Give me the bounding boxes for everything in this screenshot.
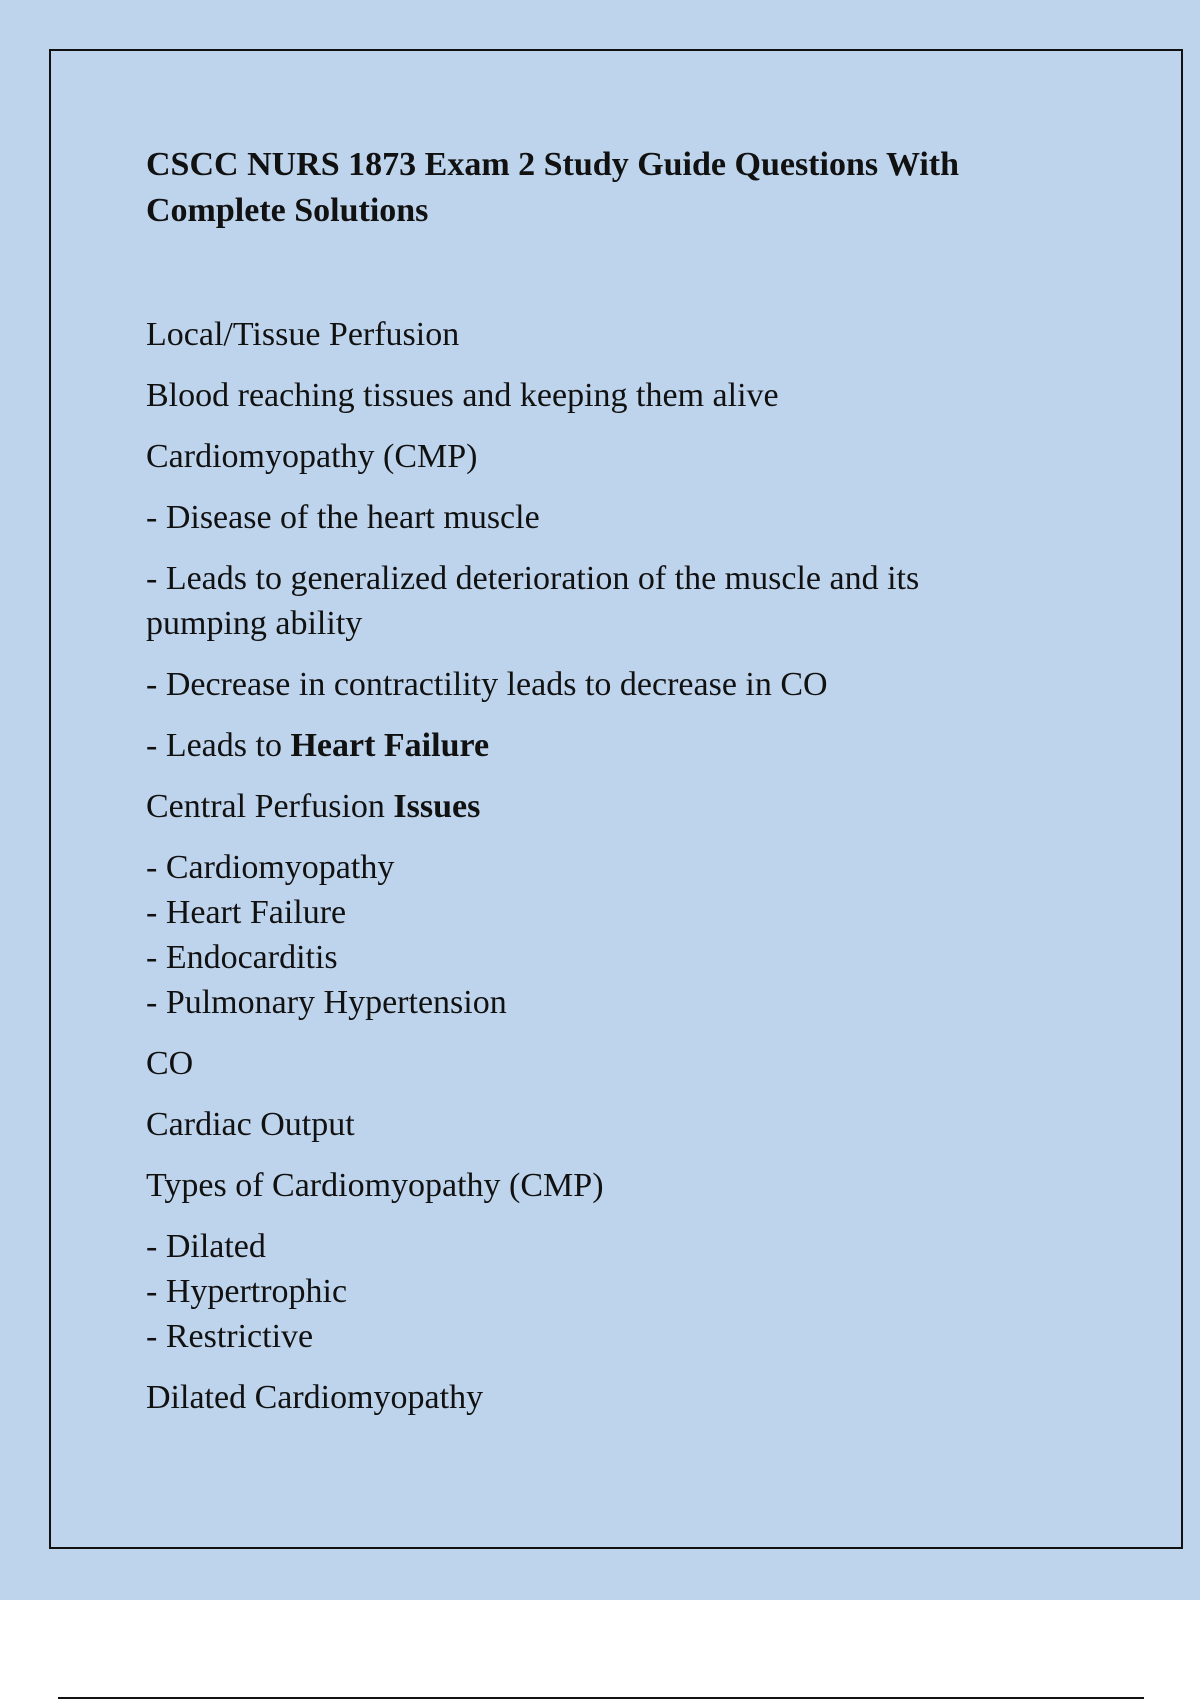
definition-co: Cardiac Output [146, 1106, 355, 1143]
term-dilated-cardiomyopathy: Dilated Cardiomyopathy [146, 1379, 484, 1416]
central-perfusion-prefix: Central Perfusion [146, 788, 394, 825]
bullet-decrease-contractility: - Decrease in contractility leads to decrease in CO [146, 666, 828, 703]
types-of-cardiomyopathy-list: - Dilated - Hypertrophic - Restrictive [146, 1228, 348, 1355]
central-perfusion-issues-bold: Issues [393, 788, 481, 825]
term-co: CO [146, 1045, 194, 1082]
bullet-heart-failure-bold: Heart Failure [290, 727, 490, 764]
central-perfusion-issues-list: - Cardiomyopathy - Heart Failure - Endocarditis - Pulmonary Hypertension [146, 849, 507, 1021]
term-local-tissue-perfusion: Local/Tissue Perfusion [146, 316, 460, 353]
bullet-leads-to-heart-failure [146, 723, 1046, 768]
footer-divider [58, 1697, 1144, 1699]
document-body [146, 142, 1046, 1436]
bullet-generalized-deterioration: - Leads to generalized deterioration of the muscle and its pumping ability [146, 560, 920, 642]
term-cardiomyopathy: Cardiomyopathy (CMP) [146, 438, 478, 475]
definition-local-tissue-perfusion: Blood reaching tissues and keeping them alive [146, 377, 779, 414]
term-types-of-cardiomyopathy: Types of Cardiomyopathy (CMP) [146, 1167, 604, 1204]
bullet-disease-heart-muscle: - Disease of the heart muscle [146, 499, 540, 536]
term-central-perfusion-issues [146, 784, 1046, 829]
bullet-leads-to-prefix: - Leads to [146, 727, 291, 764]
document-title: CSCC NURS 1873 Exam 2 Study Guide Questions With Complete Solutions [146, 146, 960, 229]
